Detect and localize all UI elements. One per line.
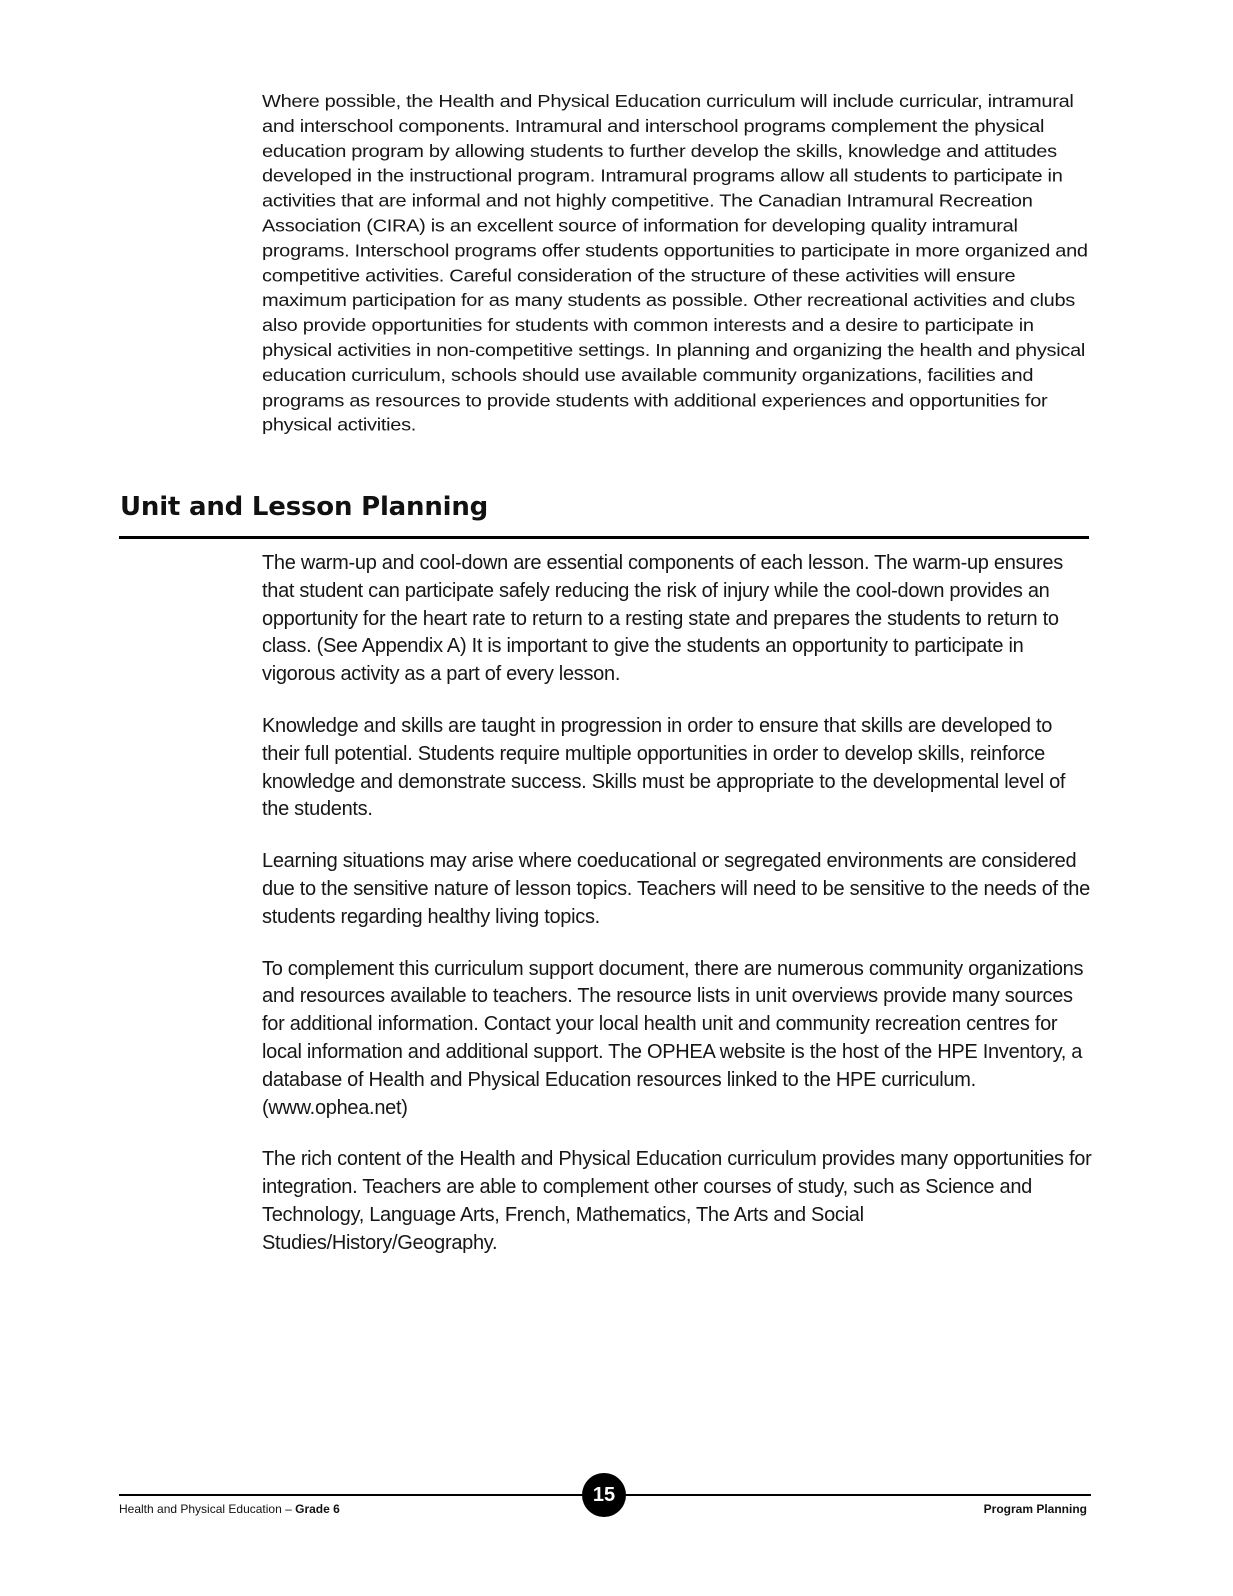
footer-document-title <box>119 1502 340 1516</box>
page-number-badge: 15 <box>582 1473 626 1517</box>
section-text-block <box>262 550 1092 1282</box>
footer-grade: Grade 6 <box>295 1502 340 1516</box>
paragraph-warm-up: The warm-up and cool-down are essential components of each lesson. The warm-up ensures that student can participate safely reducing the risk of injury while the cool-down provides an opportunity for the heart rate to return to a resting state and prepares the students to return to class. (See Appendix A) It is important to give the students an opportunity to participate in vigorous activity as a part of every lesson. <box>262 552 1063 686</box>
intro-paragraph: Where possible, the Health and Physical Education curriculum will include curricular, intramural and interschool components. Intramural and interschool programs complement the physical education program by allowing students to further develop the skills, knowledge and attitudes developed in the instructional program. Intramural programs allow all students to participate in activities that are informal and not highly competitive. The Canadian Intramural Recreation Association (CIRA) is an excellent source of information for developing quality intramural programs. Interschool programs offer students opportunities to participate in more organized and competitive activities. Careful consideration of the structure of these activities will ensure maximum participation for as many students as possible. Other recreational activities and clubs also provide opportunities for students with common interests and a desire to participate in physical activities in non-competitive settings. In planning and organizing the health and physical education curriculum, schools should use available community organizations, facilities and programs as resources to provide students with additional experiences and opportunities for physical activities. <box>262 91 1088 436</box>
footer-subject: Health and Physical Education – <box>119 1502 296 1516</box>
paragraph-learning-situations: Learning situations may arise where coeducational or segregated environments are considered due to the sensitive nature of lesson topics. Teachers will need to be sensitive to the needs of the students regarding healthy living topics. <box>262 850 1090 928</box>
paragraph-progression: Knowledge and skills are taught in progression in order to ensure that skills are developed to their full potential. Students require multiple opportunities in order to develop skills, reinforce knowledge and demonstrate success. Skills must be appropriate to the developmental level of the students. <box>262 714 1066 821</box>
section-heading: Unit and Lesson Planning <box>120 492 489 522</box>
paragraph-resources: To complement this curriculum support document, there are numerous community organizations and resources available to teachers. The resource lists in unit overviews provide many sources for additional information. Contact your local health unit and community recreation centres for local information and additional support. The OPHEA website is the host of the HPE Inventory, a database of Health and Physical Education resources linked to the HPE curriculum. (www.ophea.net) <box>262 957 1084 1119</box>
footer-section-title: Program Planning <box>983 1502 1087 1516</box>
paragraph-integration: The rich content of the Health and Physical Education curriculum provides many opportunities for integration. Teachers are able to complement other courses of study, such as Science and Technology, Language Arts, French, Mathematics, The Arts and Social Studies/History/Geography. <box>262 1148 1092 1254</box>
section-divider <box>119 536 1089 539</box>
intro-text-block <box>262 90 1092 460</box>
